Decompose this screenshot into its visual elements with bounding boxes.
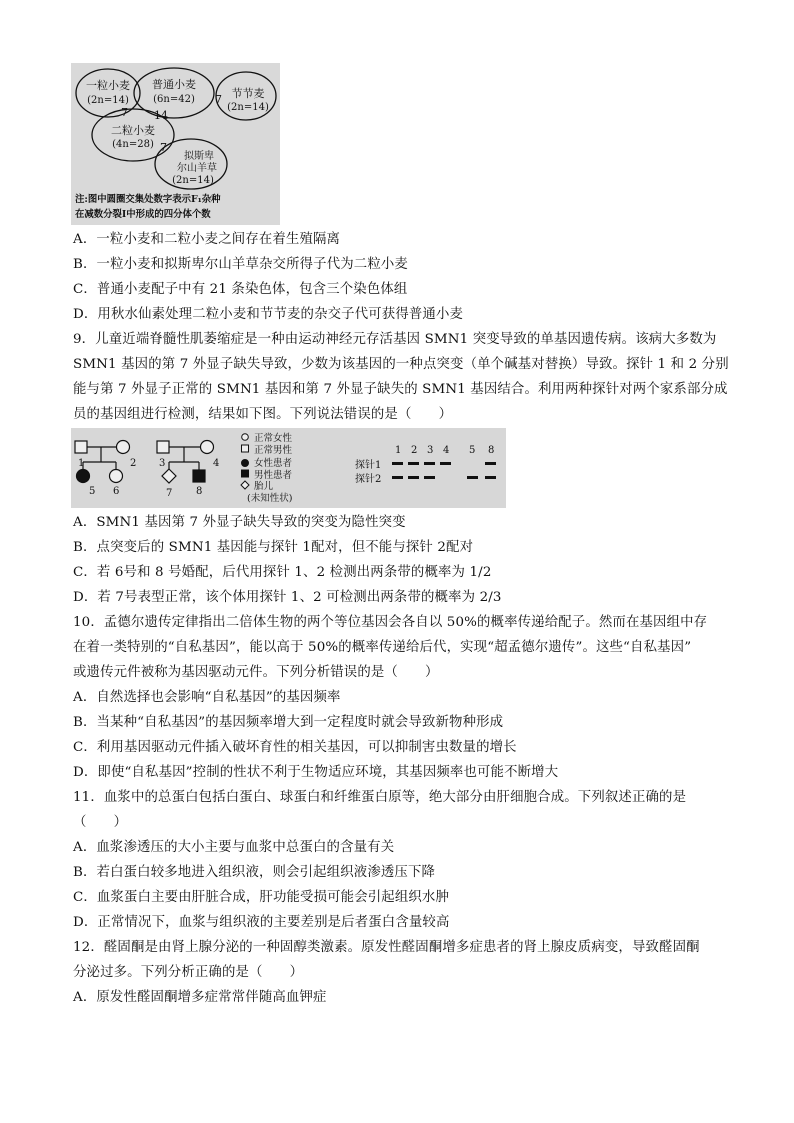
circle-chrom-emmer: (4n=28) <box>112 139 154 150</box>
q9-option-a: A．SMN1 基因第 7 外显子缺失导致的突变为隐性突变 <box>73 515 406 530</box>
q9-stem-line: 9．儿童近端脊髓性肌萎缩症是一种由运动神经元存活基因 SMN1 突变导致的单基因遗传病。该病大多数为 <box>73 332 717 347</box>
q8-option-c: C．普通小麦配子中有 21 条染色体，包含三个染色体组 <box>73 282 408 297</box>
q10-option-a: A．自然选择也会影响“自私基因”的基因频率 <box>73 690 341 705</box>
pedigree-label-6: 6 <box>113 486 120 497</box>
overlap-number: 7 <box>215 93 222 106</box>
q10-option-d: D．即使“自私基因”控制的性状不利于生物适应环境，其基因频率也可能不断增大 <box>73 765 559 780</box>
legend-normal-male: 正常男性 <box>254 445 293 456</box>
pedigree-female-patient-5 <box>77 470 90 483</box>
pedigree-diagram <box>71 428 506 508</box>
circle-chrom-einkorn: (2n=14) <box>87 95 129 106</box>
pedigree-label-4: 4 <box>213 458 220 469</box>
q11-option-c: C．血浆蛋白主要由肝脏合成，肝功能受损可能会引起组织水肿 <box>73 890 449 905</box>
q12-option-a: A．原发性醛固酮增多症常常伴随高血钾症 <box>73 990 327 1005</box>
lane-label-1: 1 <box>395 445 402 456</box>
band-probe1-lane4 <box>440 462 451 465</box>
q11-option-b: B．若白蛋白较多地进入组织液，则会引起组织液渗透压下降 <box>73 865 436 880</box>
q11-stem-line: 11．血浆中的总蛋白包括白蛋白、球蛋白和纤维蛋白原等，绝大部分由肝细胞合成。下列叙述正确的是 <box>73 790 687 805</box>
lane-label-2: 2 <box>411 445 418 456</box>
legend-unknown-trait: (未知性状) <box>247 493 293 504</box>
pedigree-probe-figure <box>71 428 506 508</box>
pedigree-label-7: 7 <box>166 488 173 499</box>
q12-stem-line: 12．醛固酮是由肾上腺分泌的一种固醇类激素。原发性醛固酮增多症患者的肾上腺皮质病变，导致醛固酮 <box>73 940 700 955</box>
pedigree-label-1: 1 <box>78 458 85 469</box>
circle-label-aegilops-speltoides-2: 尔山羊草 <box>177 163 217 174</box>
lane-label-4: 4 <box>443 445 450 456</box>
pedigree-male-3 <box>157 441 169 453</box>
pedigree-label-8: 8 <box>196 486 203 497</box>
band-probe1-lane8 <box>485 462 496 465</box>
q11-stem-line: （ ） <box>73 815 128 830</box>
pedigree-male-patient-8 <box>193 470 205 482</box>
legend-normal-female-symbol <box>242 434 249 441</box>
q9-option-d: D．若 7号表型正常，该个体用探针 1、2 可检测出两条带的概率为 2/3 <box>73 590 502 605</box>
pedigree-fetus-7 <box>162 469 176 483</box>
lane-label-8: 8 <box>488 445 495 456</box>
pedigree-male-1 <box>75 441 87 453</box>
figure-note-line1: 注:图中圆圈交集处数字表示F₁杂种 <box>75 194 221 205</box>
circle-label-aegilops-speltoides-1: 拟斯卑 <box>184 151 214 162</box>
legend-normal-female: 正常女性 <box>254 433 293 444</box>
pedigree-female-4 <box>201 441 214 454</box>
q12-stem-line: 分泌过多。下列分析正确的是（ ） <box>73 965 304 980</box>
band-probe2-lane1 <box>392 476 403 479</box>
legend-male-patient: 男性患者 <box>254 470 293 481</box>
circle-label-common-wheat: 普通小麦 <box>152 78 196 91</box>
q10-option-c: C．利用基因驱动元件插入破坏育性的相关基因，可以抑制害虫数量的增长 <box>73 740 517 755</box>
lane-label-3: 3 <box>427 445 434 456</box>
q10-stem-line: 在着一类特别的“自私基因”，能以高于 50%的概率传递给后代，实现“超孟德尔遗传”。这些“自私基因” <box>73 640 692 655</box>
band-probe2-lane2 <box>408 476 419 479</box>
overlap-number: 7 <box>160 141 167 154</box>
overlap-number: 7 <box>121 106 128 119</box>
band-probe1-lane3 <box>424 462 435 465</box>
legend-male-patient-symbol <box>242 470 249 477</box>
circle-chrom-aegilops-tauschii: (2n=14) <box>227 102 269 113</box>
figure-note-line2: 在减数分裂Ⅰ中形成的四分体个数 <box>75 209 211 220</box>
q9-stem-line: 能与第 7 外显子正常的 SMN1 基因和第 7 外显子缺失的 SMN1 基因结合。利用两种探针对两个家系部分成 <box>73 382 728 397</box>
band-probe2-lane3 <box>424 476 435 479</box>
legend-fetus-symbol <box>241 481 249 489</box>
q11-option-d: D．正常情况下，血浆与组织液的主要差别是后者蛋白含量较高 <box>73 915 450 930</box>
circle-einkorn <box>76 69 140 117</box>
q8-option-a: A．一粒小麦和二粒小麦之间存在着生殖隔离 <box>73 232 341 247</box>
legend-fetus: 胎儿 <box>254 481 274 492</box>
legend-normal-male-symbol <box>242 445 249 452</box>
probe-bands <box>392 462 496 479</box>
pedigree-female-6 <box>110 470 123 483</box>
lane-label-5: 5 <box>469 445 476 456</box>
band-probe1-lane1 <box>392 462 403 465</box>
q8-option-b: B．一粒小麦和拟斯卑尔山羊草杂交所得子代为二粒小麦 <box>73 257 408 272</box>
q10-option-b: B．当某种“自私基因”的基因频率增大到一定程度时就会导致新物种形成 <box>73 715 504 730</box>
circle-chrom-common-wheat: (6n=42) <box>153 94 195 105</box>
q8-option-d: D．用秋水仙素处理二粒小麦和节节麦的杂交子代可获得普通小麦 <box>73 307 464 322</box>
q10-stem-line: 10．孟德尔遗传定律指出二倍体生物的两个等位基因会各自以 50%的概率传递给配子。然而在基因组中存 <box>73 615 708 630</box>
probe-label-2: 探针2 <box>355 474 382 485</box>
q10-stem-line: 或遗传元件被称为基因驱动元件。下列分析错误的是（ ） <box>73 665 439 680</box>
band-probe2-lane5 <box>467 476 478 479</box>
wheat-venn-diagram <box>71 63 280 225</box>
pedigree-label-5: 5 <box>89 486 96 497</box>
q9-stem-line: SMN1 基因的第 7 外显子缺失导致，少数为该基因的一种点突变（单个碱基对替换）导致。探针 1 和 2 分别 <box>73 357 729 372</box>
q9-stem-line: 员的基因组进行检测，结果如下图。下列说法错误的是（ ） <box>73 407 453 422</box>
wheat-venn-figure <box>71 63 280 225</box>
circle-label-aegilops-tauschii: 节节麦 <box>231 87 265 100</box>
pedigree-female-2 <box>117 441 130 454</box>
legend-female-patient: 女性患者 <box>254 458 293 469</box>
q9-option-c: C．若 6号和 8 号婚配，后代用探针 1、2 检测出两条带的概率为 1/2 <box>73 565 492 580</box>
circle-label-einkorn: 一粒小麦 <box>86 79 130 92</box>
circle-label-emmer: 二粒小麦 <box>111 124 155 137</box>
pedigree-label-2: 2 <box>130 458 137 469</box>
band-probe1-lane2 <box>408 462 419 465</box>
probe-label-1: 探针1 <box>355 460 382 471</box>
band-probe2-lane8 <box>485 476 496 479</box>
legend-female-patient-symbol <box>242 460 249 467</box>
pedigree-label-3: 3 <box>159 458 166 469</box>
circle-chrom-aegilops-speltoides: (2n=14) <box>172 175 214 186</box>
overlap-number: 14 <box>154 109 168 122</box>
q11-option-a: A．血浆渗透压的大小主要与血浆中总蛋白的含量有关 <box>73 840 395 855</box>
q9-option-b: B．点突变后的 SMN1 基因能与探针 1配对，但不能与探针 2配对 <box>73 540 474 555</box>
